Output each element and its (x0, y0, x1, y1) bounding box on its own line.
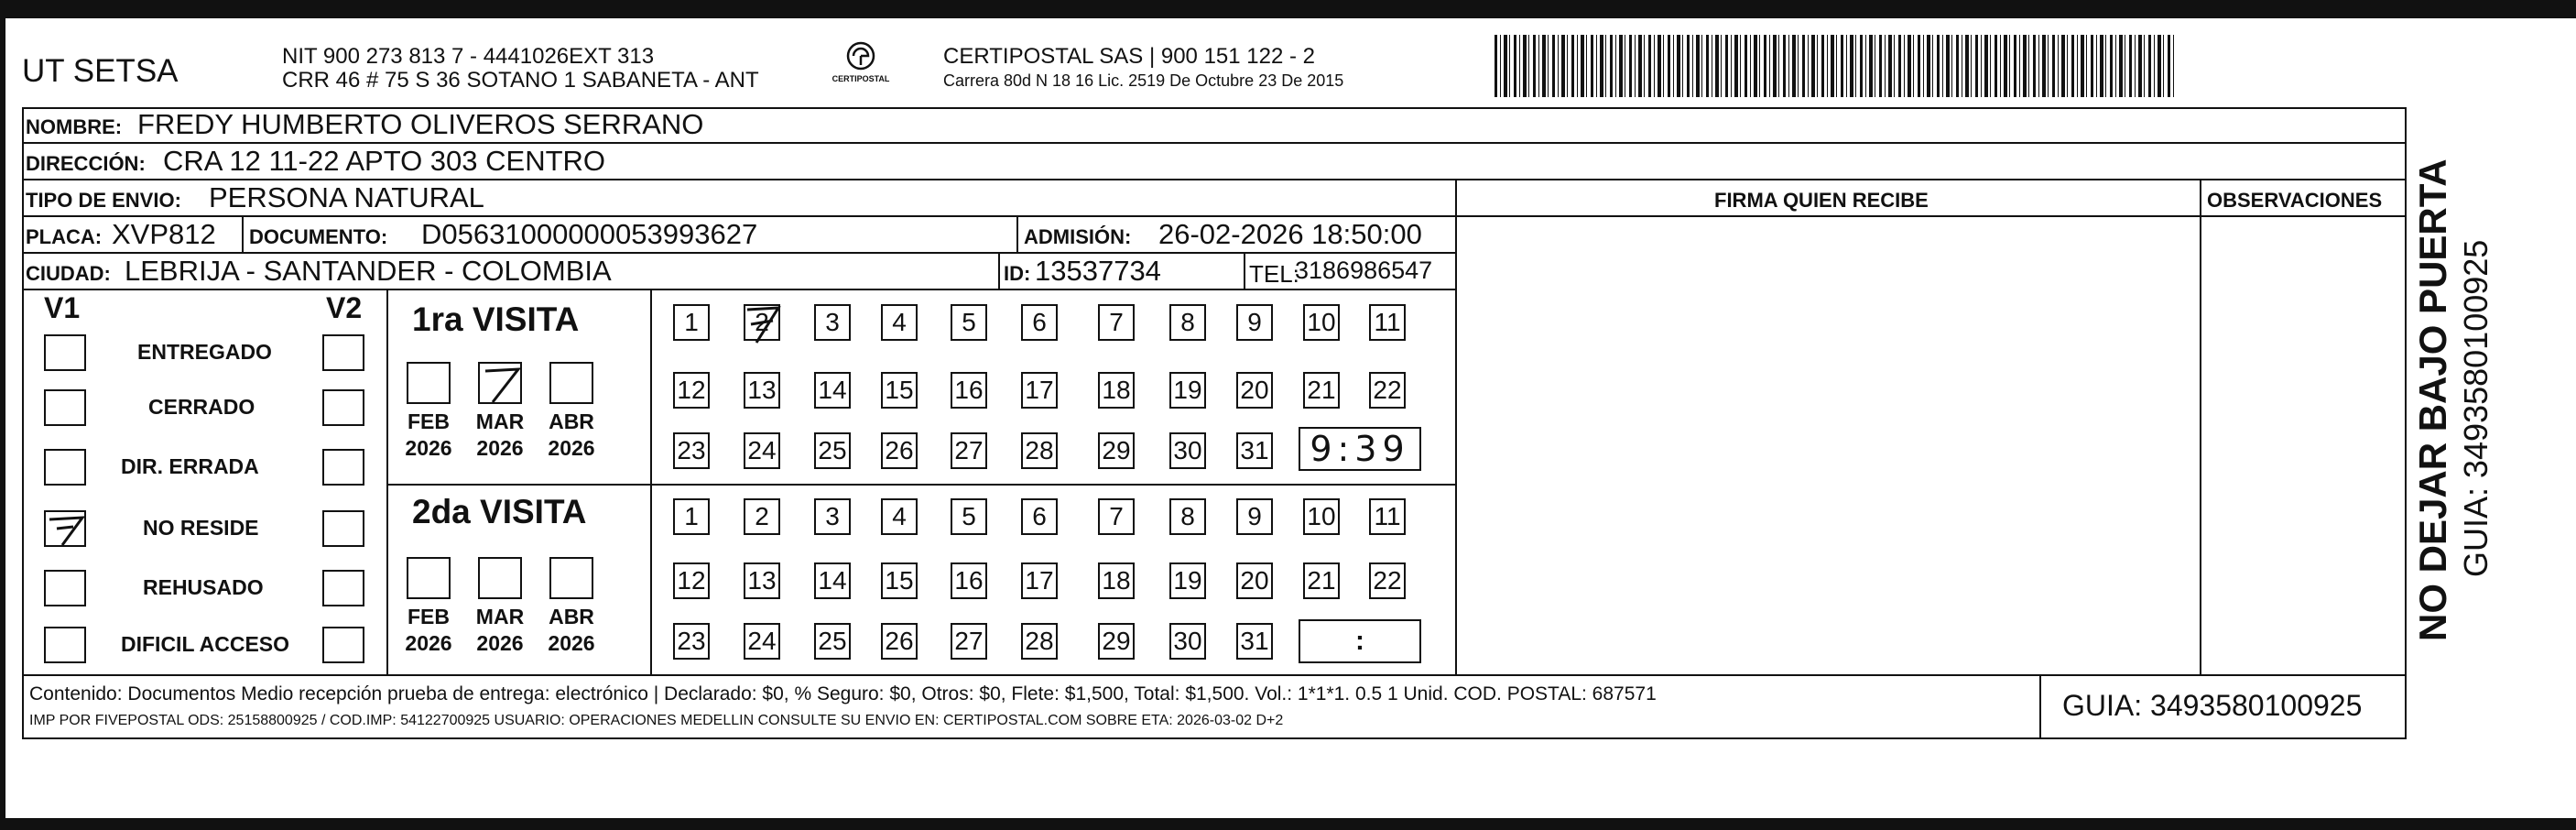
month-year: 2026 (405, 631, 452, 655)
second-visit-day[interactable]: 9 (1236, 498, 1273, 535)
postal-logo-icon (841, 40, 881, 73)
tel-value: 3186986547 (1295, 257, 1433, 284)
month-year: 2026 (548, 436, 595, 460)
v1-checkbox[interactable] (44, 510, 86, 547)
direccion-label: DIRECCIÓN: (26, 152, 146, 175)
second-visit-day[interactable]: 30 (1169, 623, 1206, 660)
first-visit-day[interactable]: 30 (1169, 432, 1206, 469)
first-visit-day[interactable]: 23 (673, 432, 710, 469)
top-border (0, 0, 2576, 18)
v2-heading: V2 (326, 291, 363, 324)
firma-label: FIRMA QUIEN RECIBE (1714, 189, 1929, 212)
month-checkbox[interactable] (478, 362, 522, 404)
documento-value: D05631000000053993627 (421, 218, 758, 250)
status-option-label: ENTREGADO (137, 340, 272, 364)
address-line: CRR 46 # 75 S 36 SOTANO 1 SABANETA - ANT (282, 68, 759, 93)
second-visit-day[interactable]: 28 (1021, 623, 1058, 660)
direccion-value: CRA 12 11-22 APTO 303 CENTRO (163, 145, 606, 177)
second-visit-day[interactable]: 6 (1021, 498, 1058, 535)
second-visit-day[interactable]: 22 (1369, 562, 1406, 599)
month-year: 2026 (548, 631, 595, 655)
certipostal-logo (820, 40, 902, 95)
handwritten-mark-icon (742, 300, 784, 346)
first-visit-title: 1ra VISITA (412, 300, 580, 338)
second-visit-day[interactable]: 29 (1098, 623, 1135, 660)
month-checkbox[interactable] (407, 362, 451, 404)
certipostal-line: CERTIPOSTAL SAS | 900 151 122 - 2 (943, 44, 1315, 69)
first-visit-day[interactable]: 1 (673, 304, 710, 341)
first-visit-day[interactable]: 5 (951, 304, 987, 341)
v2-checkbox[interactable] (322, 449, 364, 486)
second-visit-day[interactable]: 25 (814, 623, 851, 660)
month-name: ABR (549, 410, 594, 433)
admision-value: 26-02-2026 18:50:00 (1158, 218, 1422, 250)
second-visit-day[interactable]: 23 (673, 623, 710, 660)
month-checkbox[interactable] (549, 557, 593, 599)
barcode (1495, 35, 2177, 97)
first-visit-day[interactable]: 20 (1236, 372, 1273, 409)
status-option-label: REHUSADO (143, 575, 264, 599)
second-visit-day[interactable]: 4 (881, 498, 918, 535)
v2-checkbox[interactable] (322, 627, 364, 663)
second-visit-day[interactable]: 2 (744, 498, 780, 535)
second-visit-day[interactable]: 31 (1236, 623, 1273, 660)
second-visit-day[interactable]: 1 (673, 498, 710, 535)
first-visit-day[interactable]: 27 (951, 432, 987, 469)
month-year: 2026 (476, 436, 524, 460)
month-year: 2026 (405, 436, 452, 460)
side-guia: GUIA: 3493580100925 (2457, 239, 2494, 577)
nombre-label: NOMBRE: (26, 115, 123, 138)
second-visit-day[interactable]: 24 (744, 623, 780, 660)
second-visit-day[interactable]: 7 (1098, 498, 1135, 535)
first-visit-day[interactable]: 6 (1021, 304, 1058, 341)
second-visit-day[interactable]: 15 (881, 562, 918, 599)
first-visit-day[interactable]: 28 (1021, 432, 1058, 469)
month-name: MAR (475, 605, 525, 628)
first-visit-day[interactable]: 7 (1098, 304, 1135, 341)
first-visit-day[interactable]: 22 (1369, 372, 1406, 409)
bottom-border (0, 818, 2576, 830)
first-visit-day[interactable]: 14 (814, 372, 851, 409)
first-visit-day[interactable]: 17 (1021, 372, 1058, 409)
second-visit-day[interactable]: 12 (673, 562, 710, 599)
tipo-value: PERSONA NATURAL (209, 181, 484, 213)
month-name: ABR (549, 605, 594, 628)
second-visit-day[interactable]: 26 (881, 623, 918, 660)
id-value: 13537734 (1035, 255, 1161, 287)
month-year: 2026 (476, 631, 524, 655)
second-visit-day[interactable]: 17 (1021, 562, 1058, 599)
first-visit-day[interactable]: 13 (744, 372, 780, 409)
second-visit-day[interactable]: 3 (814, 498, 851, 535)
v2-checkbox[interactable] (322, 570, 364, 606)
v2-checkbox[interactable] (322, 334, 364, 371)
v1-checkbox[interactable] (44, 449, 86, 486)
month-checkbox[interactable] (478, 557, 522, 599)
nit-line: NIT 900 273 813 7 - 4441026EXT 313 (282, 44, 655, 69)
first-visit-day[interactable]: 19 (1169, 372, 1206, 409)
documento-label: DOCUMENTO: (249, 225, 388, 248)
status-option-label: NO RESIDE (143, 516, 259, 540)
tipo-label: TIPO DE ENVIO: (26, 189, 181, 212)
status-option-label: DIR. ERRADA (121, 454, 259, 478)
first-visit-day[interactable]: 3 (814, 304, 851, 341)
second-visit-day[interactable]: 13 (744, 562, 780, 599)
v1-checkbox[interactable] (44, 627, 86, 663)
admision-label: ADMISIÓN: (1024, 225, 1132, 248)
first-visit-day[interactable]: 2 (744, 304, 780, 341)
contenido-line: Contenido: Documentos Medio recepción prueba de entrega: electrónico | Declarado: $0, % Seguro: $0, Otros: $0, Flete: $1,500, Total: $1,500. Vol.: 1*1*1. 0.5 1 Unid. COD. POSTAL: 687571 (29, 683, 1657, 704)
second-visit-time: : (1355, 626, 1364, 656)
handwritten-mark-icon (46, 512, 88, 549)
first-visit-day[interactable]: 26 (881, 432, 918, 469)
second-visit-day[interactable]: 27 (951, 623, 987, 660)
tel-label: TEL: (1249, 260, 1299, 288)
first-visit-day[interactable]: 16 (951, 372, 987, 409)
first-visit-day[interactable]: 29 (1098, 432, 1135, 469)
v1-checkbox[interactable] (44, 389, 86, 426)
month-checkbox[interactable] (407, 557, 451, 599)
status-option-label: CERRADO (148, 395, 255, 419)
second-visit-day[interactable]: 19 (1169, 562, 1206, 599)
first-visit-day[interactable]: 31 (1236, 432, 1273, 469)
second-visit-day[interactable]: 8 (1169, 498, 1206, 535)
first-visit-day[interactable]: 25 (814, 432, 851, 469)
second-visit-day[interactable]: 18 (1098, 562, 1135, 599)
id-label: ID: (1004, 262, 1031, 285)
month-name: MAR (475, 410, 525, 433)
second-visit-day[interactable]: 21 (1303, 562, 1340, 599)
first-visit-day[interactable]: 4 (881, 304, 918, 341)
v1-heading: V1 (44, 291, 81, 324)
left-edge (0, 18, 5, 818)
month-name: FEB (408, 410, 450, 433)
v2-checkbox[interactable] (322, 389, 364, 426)
observaciones-label: OBSERVACIONES (2207, 189, 2383, 212)
handwritten-mark-icon (480, 364, 524, 406)
second-visit-day[interactable]: 5 (951, 498, 987, 535)
first-visit-day[interactable]: 18 (1098, 372, 1135, 409)
first-visit-day[interactable]: 24 (744, 432, 780, 469)
second-visit-title: 2da VISITA (412, 493, 587, 530)
month-name: FEB (408, 605, 450, 628)
first-visit-day[interactable]: 8 (1169, 304, 1206, 341)
v1-checkbox[interactable] (44, 570, 86, 606)
placa-label: PLACA: (26, 225, 103, 248)
v1-checkbox[interactable] (44, 334, 86, 371)
side-text (2410, 73, 2511, 641)
first-visit-day[interactable]: 15 (881, 372, 918, 409)
second-visit-day[interactable]: 10 (1303, 498, 1340, 535)
first-visit-day[interactable]: 11 (1369, 304, 1406, 341)
placa-value: XVP812 (112, 218, 216, 250)
first-visit-day[interactable]: 10 (1303, 304, 1340, 341)
first-visit-day[interactable]: 21 (1303, 372, 1340, 409)
first-visit-time: 9:39 (1310, 429, 1410, 469)
imp-line: IMP POR FIVEPOSTAL ODS: 25158800925 / COD.IMP: 54122700925 USUARIO: OPERACIONES MEDELLIN CONSULTE SU ENVIO EN: CERTIPOSTAL.COM SOBRE ETA: 2026-03-02 D+2 (29, 713, 1284, 728)
second-visit-day[interactable]: 20 (1236, 562, 1273, 599)
first-visit-day[interactable]: 12 (673, 372, 710, 409)
ciudad-label: CIUDAD: (26, 262, 111, 285)
first-visit-day[interactable]: 9 (1236, 304, 1273, 341)
no-dejar-bajo-puerta: NO DEJAR BAJO PUERTA (2411, 158, 2454, 641)
company-name: UT SETSA (22, 53, 179, 89)
first-visit-time-box[interactable] (1299, 427, 1421, 471)
second-visit-day[interactable]: 14 (814, 562, 851, 599)
second-visit-time-box[interactable] (1299, 619, 1421, 663)
second-visit-day[interactable]: 16 (951, 562, 987, 599)
license-line: Carrera 80d N 18 16 Lic. 2519 De Octubre 23 De 2015 (943, 71, 1344, 90)
second-visit-day[interactable]: 11 (1369, 498, 1406, 535)
logo-text: CERTIPOSTAL (831, 74, 890, 83)
footer-guia: GUIA: 3493580100925 (2062, 689, 2363, 722)
nombre-value: FREDY HUMBERTO OLIVEROS SERRANO (137, 108, 704, 140)
month-checkbox[interactable] (549, 362, 593, 404)
ciudad-value: LEBRIJA - SANTANDER - COLOMBIA (125, 255, 612, 287)
v2-checkbox[interactable] (322, 510, 364, 547)
status-option-label: DIFICIL ACCESO (121, 632, 290, 656)
